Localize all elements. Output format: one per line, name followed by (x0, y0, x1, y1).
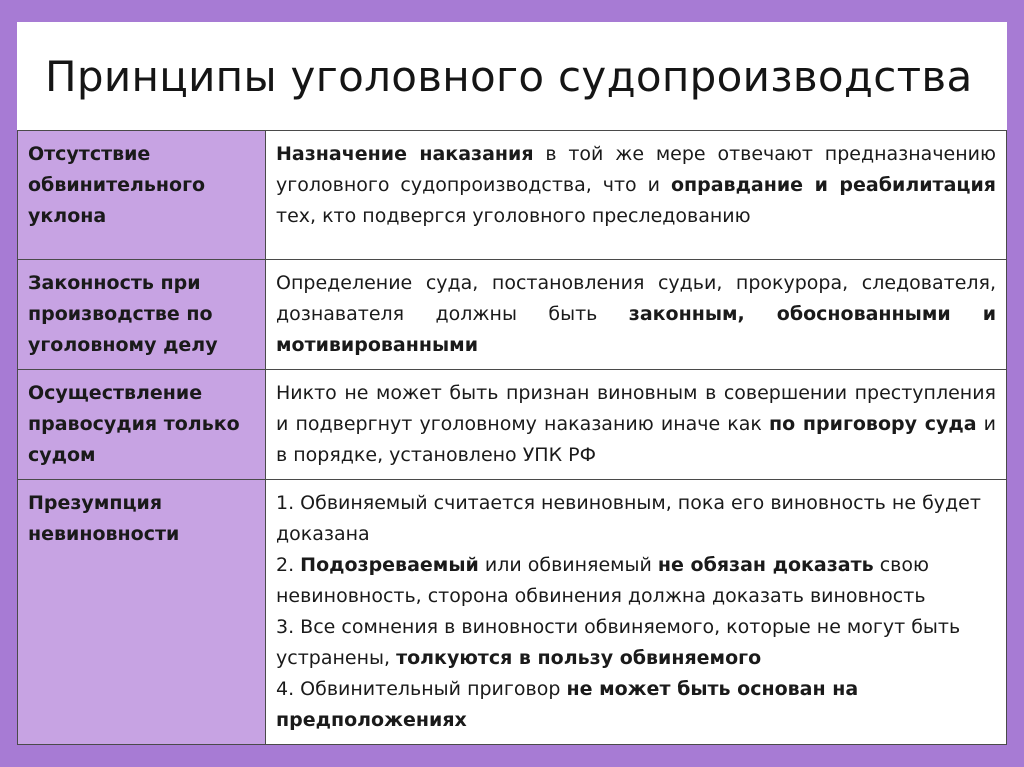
text-bold: Назначение наказания (276, 143, 534, 165)
principle-description (266, 131, 1007, 260)
text: 4. Обвинительный приговор (276, 678, 567, 700)
text: 1. Обвиняемый считается невиновным, пока его виновность не будет доказана (276, 492, 981, 545)
table-row (18, 480, 1007, 745)
list-item (276, 612, 996, 674)
principle-name: Законность при производстве по уголовному делу (18, 260, 266, 370)
table-row (18, 131, 1007, 260)
text: или обвиняемый (478, 554, 658, 576)
slide-title: Принципы уголовного судопроизводства (45, 52, 973, 101)
text-bold: толкуются в пользу обвиняемого (396, 647, 762, 669)
text: 2. (276, 554, 301, 576)
text: и в порядке, установлено УПК РФ (276, 413, 997, 466)
table-row (18, 370, 1007, 480)
text: Никто не может быть признан виновным в совершении преступления и подвергнут уголовному наказанию иначе как (276, 382, 996, 435)
principle-description (266, 480, 1007, 745)
list-item (276, 674, 996, 736)
text-bold: законным, обоснованными и мотивированными (276, 303, 997, 356)
slide (17, 22, 1007, 745)
text: свою невиновность, сторона обвинения должна доказать виновность (276, 554, 929, 607)
text: Определение суда, постановления судьи, прокурора, следователя, дознавателя должны быть (276, 272, 996, 325)
table-row (18, 260, 1007, 370)
text-bold: по приговору суда (769, 413, 977, 435)
text: в той же мере отвечают предназначению уголовного судопроизводства, что и (276, 143, 996, 196)
text-bold: оправдание и реабилитация (670, 174, 996, 196)
principle-name: Презумпция невиновности (18, 480, 266, 745)
text-bold: не обязан доказать (657, 554, 874, 576)
list-item (276, 550, 996, 612)
text-bold: Подозреваемый (300, 554, 479, 576)
list-item (276, 488, 996, 550)
principle-description (266, 260, 1007, 370)
principle-description (266, 370, 1007, 480)
text-bold: не может быть основан на предположениях (276, 678, 859, 731)
text: 3. Все сомнения в виновности обвиняемого, которые не могут быть устранены, (276, 616, 961, 669)
principle-name: Отсутствие обвинительного уклона (18, 131, 266, 260)
text: тех, кто подвергся уголовного преследованию (276, 205, 751, 227)
principle-name: Осуществление правосудия только судом (18, 370, 266, 480)
principles-table (17, 130, 1007, 745)
